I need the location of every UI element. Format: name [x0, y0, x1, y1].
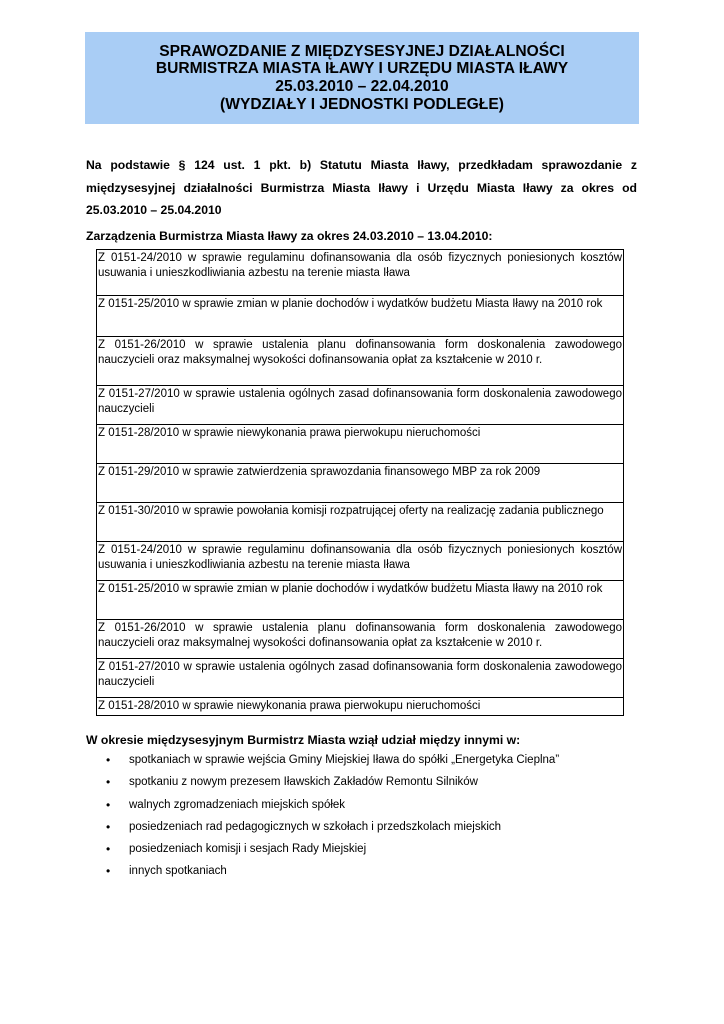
intro-paragraph: Na podstawie § 124 ust. 1 pkt. b) Statutu Miasta Iławy, przedkładam sprawozdanie z międzysesyjnej działalności Burmistrza Miasta Iławy i Urzędu Miasta Iławy za okres od 25.03.2010 – 25.04.2010 [86, 158, 637, 218]
bullet-icon: • [106, 797, 111, 812]
table-row [97, 464, 624, 503]
bullet-icon: • [106, 864, 111, 879]
report-title-date-range: 25.03.2010 – 22.04.2010 [275, 78, 449, 95]
order-cell: Z 0151-28/2010 w sprawie niewykonania prawa pierwokupu nieruchomości [97, 698, 624, 716]
order-cell: Z 0151-26/2010 w sprawie ustalenia planu dofinansowania form doskonalenia zawodowego nauczycieli oraz maksymalnej wysokości dofinansowania opłat za kształcenie w 2010 r. [97, 620, 624, 659]
orders-heading: Zarządzenia Burmistrza Miasta Iławy za okres 24.03.2010 – 13.04.2010: [86, 229, 493, 243]
order-cell: Z 0151-25/2010 w sprawie zmian w planie dochodów i wydatków budżetu Miasta Iławy na 2010 rok [97, 581, 624, 620]
bullet-icon: • [106, 842, 111, 857]
activity-text: spotkaniach w sprawie wejścia Gminy Miejskiej Iława do spółki „Energetyka Cieplna” [129, 754, 560, 766]
activities-heading: W okresie międzysesyjnym Burmistrz Miasta wziął udział między innymi w: [86, 733, 521, 747]
order-cell: Z 0151-26/2010 w sprawie ustalenia planu dofinansowania form doskonalenia zawodowego nauczycieli oraz maksymalnej wysokości dofinansowania opłat za kształcenie w 2010 r. [97, 337, 624, 386]
bullet-icon: • [106, 753, 111, 767]
report-title-line: SPRAWOZDANIE Z MIĘDZYSESYJNEJ DZIAŁALNOŚCI [159, 42, 565, 60]
table-row [97, 425, 624, 464]
order-cell: Z 0151-28/2010 w sprawie niewykonania prawa pierwokupu nieruchomości [97, 425, 624, 464]
activity-text: innych spotkaniach [129, 865, 227, 878]
table-row [97, 542, 624, 581]
activity-text: posiedzeniach rad pedagogicznych w szkołach i przedszkolach miejskich [129, 820, 502, 833]
bullet-icon: • [106, 775, 111, 790]
report-title-box [85, 32, 639, 124]
table-row [97, 503, 624, 542]
table-row [97, 337, 624, 386]
table-row [97, 698, 624, 716]
activity-text: spotkaniu z nowym prezesem Iławskich Zakładów Remontu Silników [129, 776, 478, 789]
orders-table [96, 249, 624, 716]
order-cell: Z 0151-27/2010 w sprawie ustalenia ogólnych zasad dofinansowania form doskonalenia zawodowego nauczycieli [97, 386, 624, 425]
activity-text: posiedzeniach komisji i sesjach Rady Miejskiej [129, 843, 367, 856]
activity-text: walnych zgromadzeniach miejskich spółek [129, 798, 346, 811]
table-row [97, 386, 624, 425]
order-cell: Z 0151-30/2010 w sprawie powołania komisji rozpatrującej oferty na realizację zadania publicznego [97, 503, 624, 542]
order-cell: Z 0151-27/2010 w sprawie ustalenia ogólnych zasad dofinansowania form doskonalenia zawodowego nauczycieli [97, 659, 624, 698]
table-row [97, 581, 624, 620]
order-cell: Z 0151-24/2010 w sprawie regulaminu dofinansowania dla osób fizycznych poniesionych kosztów usuwania i unieszkodliwiania azbestu na terenie miasta Iława [97, 250, 624, 296]
report-title-line: BURMISTRZA MIASTA IŁAWY I URZĘDU MIASTA IŁAWY [155, 60, 569, 78]
report-title-subtitle: (WYDZIAŁY I JEDNOSTKI PODLEGŁE) [220, 95, 504, 113]
order-cell: Z 0151-24/2010 w sprawie regulaminu dofinansowania dla osób fizycznych poniesionych kosztów usuwania i unieszkodliwiania azbestu na terenie miasta Iława [97, 542, 624, 581]
table-row [97, 659, 624, 698]
table-row [97, 296, 624, 337]
table-row [97, 620, 624, 659]
order-cell: Z 0151-29/2010 w sprawie zatwierdzenia sprawozdania finansowego MBP za rok 2009 [97, 464, 624, 503]
order-cell: Z 0151-25/2010 w sprawie zmian w planie dochodów i wydatków budżetu Miasta Iławy na 2010 rok [97, 296, 624, 337]
table-row [97, 250, 624, 296]
bullet-icon: • [106, 819, 111, 834]
